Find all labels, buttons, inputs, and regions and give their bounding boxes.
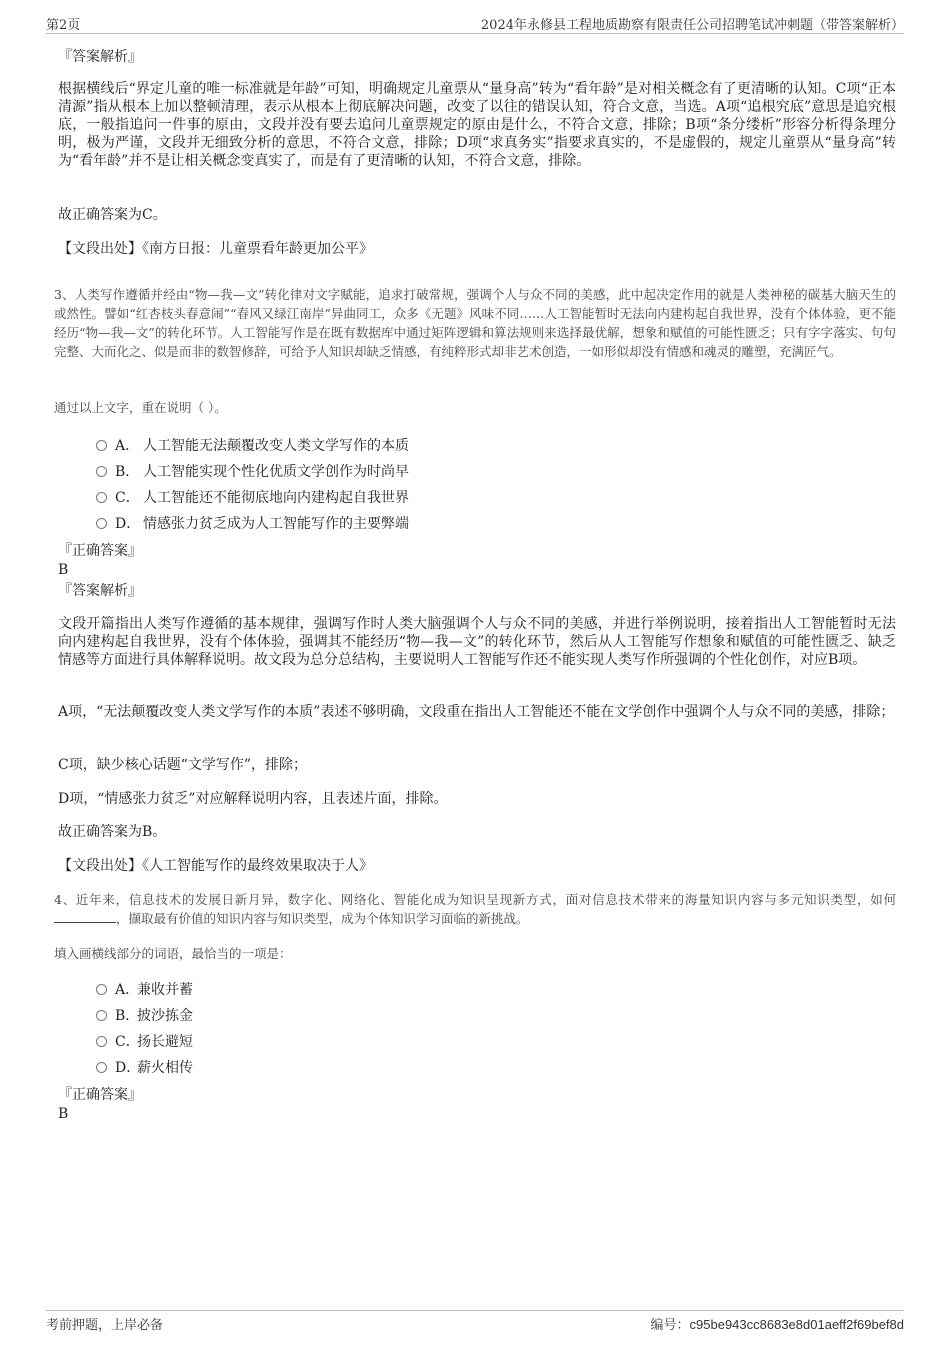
- q4-question: 填入画横线部分的词语，最恰当的一项是：: [54, 946, 292, 961]
- q3-stem: 3、人类写作遵循并经由“物—我—文”转化律对文字赋能，追求打破常规，强调个人与众不同的美感，此中起决定作用的就是人类神秘的碳基大脑天生的或然性。譬如“红杏枝头春意闹”“春风又绿江南岸”异曲同工，众多《无题》风味不同……人工智能暂时无法向内建构起自我世界，没有个体体验，更不能经历“物—我—文”的转化环节。人工智能写作是在既有数据库中通过矩阵逻辑和算法规则来选择最优解，想象和赋值的可能性匮乏；只有字字落实、句句完整、大而化之、似是而非的数智修辞，可给予人知识却缺乏情感，有纯粹形式却非艺术创造，一如形似却没有情感和魂灵的雕塑，充满匠气。: [54, 287, 896, 359]
- q2-conclusion: 故正确答案为C。: [58, 207, 167, 223]
- radio-icon[interactable]: [96, 1062, 107, 1073]
- q2-analysis: 根据横线后“界定儿童的唯一标准就是年龄”可知，明确规定儿童票从“量身高”转为“看年龄”是对相关概念有了更清晰的认知。C项“正本清源”指从根本上加以整顿清理，表示从根本上彻底解决问题，改变了以往的错误认知，符合文意，当选。A项“追根究底”意思是追究根底，一般指追问一件事的原由，文段并没有要去追问儿童票规定的原由是什么，不符合文意，排除；B项“条分缕析”形容分析得条理分明，极为严谨，文段并无细致分析的意思，不符合文意，排除；D项“求真务实”指要求真实的，不是虚假的，规定儿童票从“量身高”转为“看年龄”并不是让相关概念变真实了，而是有了更清晰的认知，不符合文意，排除。: [58, 81, 896, 169]
- q3-analysis: 文段开篇指出人类写作遵循的基本规律，强调写作时人类大脑强调个人与众不同的美感，并进行举例说明，接着指出人工智能暂时无法向内建构起自我世界，没有个体体验，强调其不能经历“物—我—文”的转化环节，然后从人工智能写作想象和赋值的可能性匮乏、缺乏情感等方面进行具体解释说明。故文段为总分总结构，主要说明人工智能写作还不能实现人类写作所强调的个性化创作，对应B项。: [58, 616, 896, 668]
- q3-question: 通过以上文字，重在说明（ ）。: [54, 400, 227, 415]
- fill-in-blank: [54, 910, 116, 923]
- radio-icon[interactable]: [96, 440, 107, 451]
- q3-answer-label: 『正确答案』: [58, 543, 142, 559]
- radio-icon[interactable]: [96, 492, 107, 503]
- q3-option-d[interactable]: D． 情感张力贫乏成为人工智能写作的主要弊端: [96, 515, 409, 533]
- radio-icon[interactable]: [96, 984, 107, 995]
- footer-divider: [46, 1310, 904, 1311]
- q4-answer-label: 『正确答案』: [58, 1087, 142, 1103]
- radio-icon[interactable]: [96, 1010, 107, 1021]
- q3-answer: B: [58, 562, 69, 578]
- q4-answer: B: [58, 1106, 69, 1122]
- q3-option-c[interactable]: C． 人工智能还不能彻底地向内建构起自我世界: [96, 489, 409, 507]
- radio-icon[interactable]: [96, 1036, 107, 1047]
- q4-option-b[interactable]: B．披沙拣金: [96, 1007, 193, 1025]
- q3-note-d: D项，“情感张力贫乏”对应解释说明内容，且表述片面，排除。: [58, 791, 448, 807]
- q3-note-a: A项，“无法颠覆改变人类文学写作的本质”表述不够明确，文段重在指出人工智能还不能在文学创作中强调个人与众不同的美感，排除；: [58, 704, 895, 720]
- q3-source: 【文段出处】《人工智能写作的最终效果取决于人》: [58, 858, 373, 874]
- q3-option-b[interactable]: B． 人工智能实现个性化优质文学创作为时尚早: [96, 463, 409, 481]
- q3-conclusion: 故正确答案为B。: [58, 824, 167, 840]
- q4-option-a[interactable]: A．兼收并蓄: [96, 981, 193, 999]
- header-divider: [46, 33, 904, 34]
- radio-icon[interactable]: [96, 518, 107, 529]
- q4-option-c[interactable]: C．扬长避短: [96, 1033, 193, 1051]
- radio-icon[interactable]: [96, 466, 107, 477]
- page-header: [46, 14, 904, 34]
- q2-source: 【文段出处】《南方日报：儿童票看年龄更加公平》: [58, 241, 373, 257]
- q2-analysis-label: 『答案解析』: [58, 49, 142, 65]
- document-title: 2024年永修县工程地质勘察有限责任公司招聘笔试冲刺题（带答案解析）: [480, 18, 904, 33]
- q4-stem: 4、近年来，信息技术的发展日新月异，数字化、网络化、智能化成为知识呈现新方式，面对信息技术带来的海量知识内容与多元知识类型，如何，撷取最有价值的知识内容与知识类型，成为个体知识学习面临的新挑战。: [54, 892, 896, 926]
- document-code: 编号：c95be943cc8683e8d01aeff2f69bef8d: [650, 1317, 904, 1332]
- q3-note-c: C项，缺少核心话题“文学写作”，排除；: [58, 757, 308, 773]
- footer-slogan: 考前押题，上岸必备: [46, 1318, 164, 1333]
- page-number: 第2页: [46, 18, 81, 33]
- q3-option-a[interactable]: A． 人工智能无法颠覆改变人类文学写作的本质: [96, 437, 409, 455]
- q4-option-d[interactable]: D．薪火相传: [96, 1059, 193, 1077]
- q3-analysis-label: 『答案解析』: [58, 583, 142, 599]
